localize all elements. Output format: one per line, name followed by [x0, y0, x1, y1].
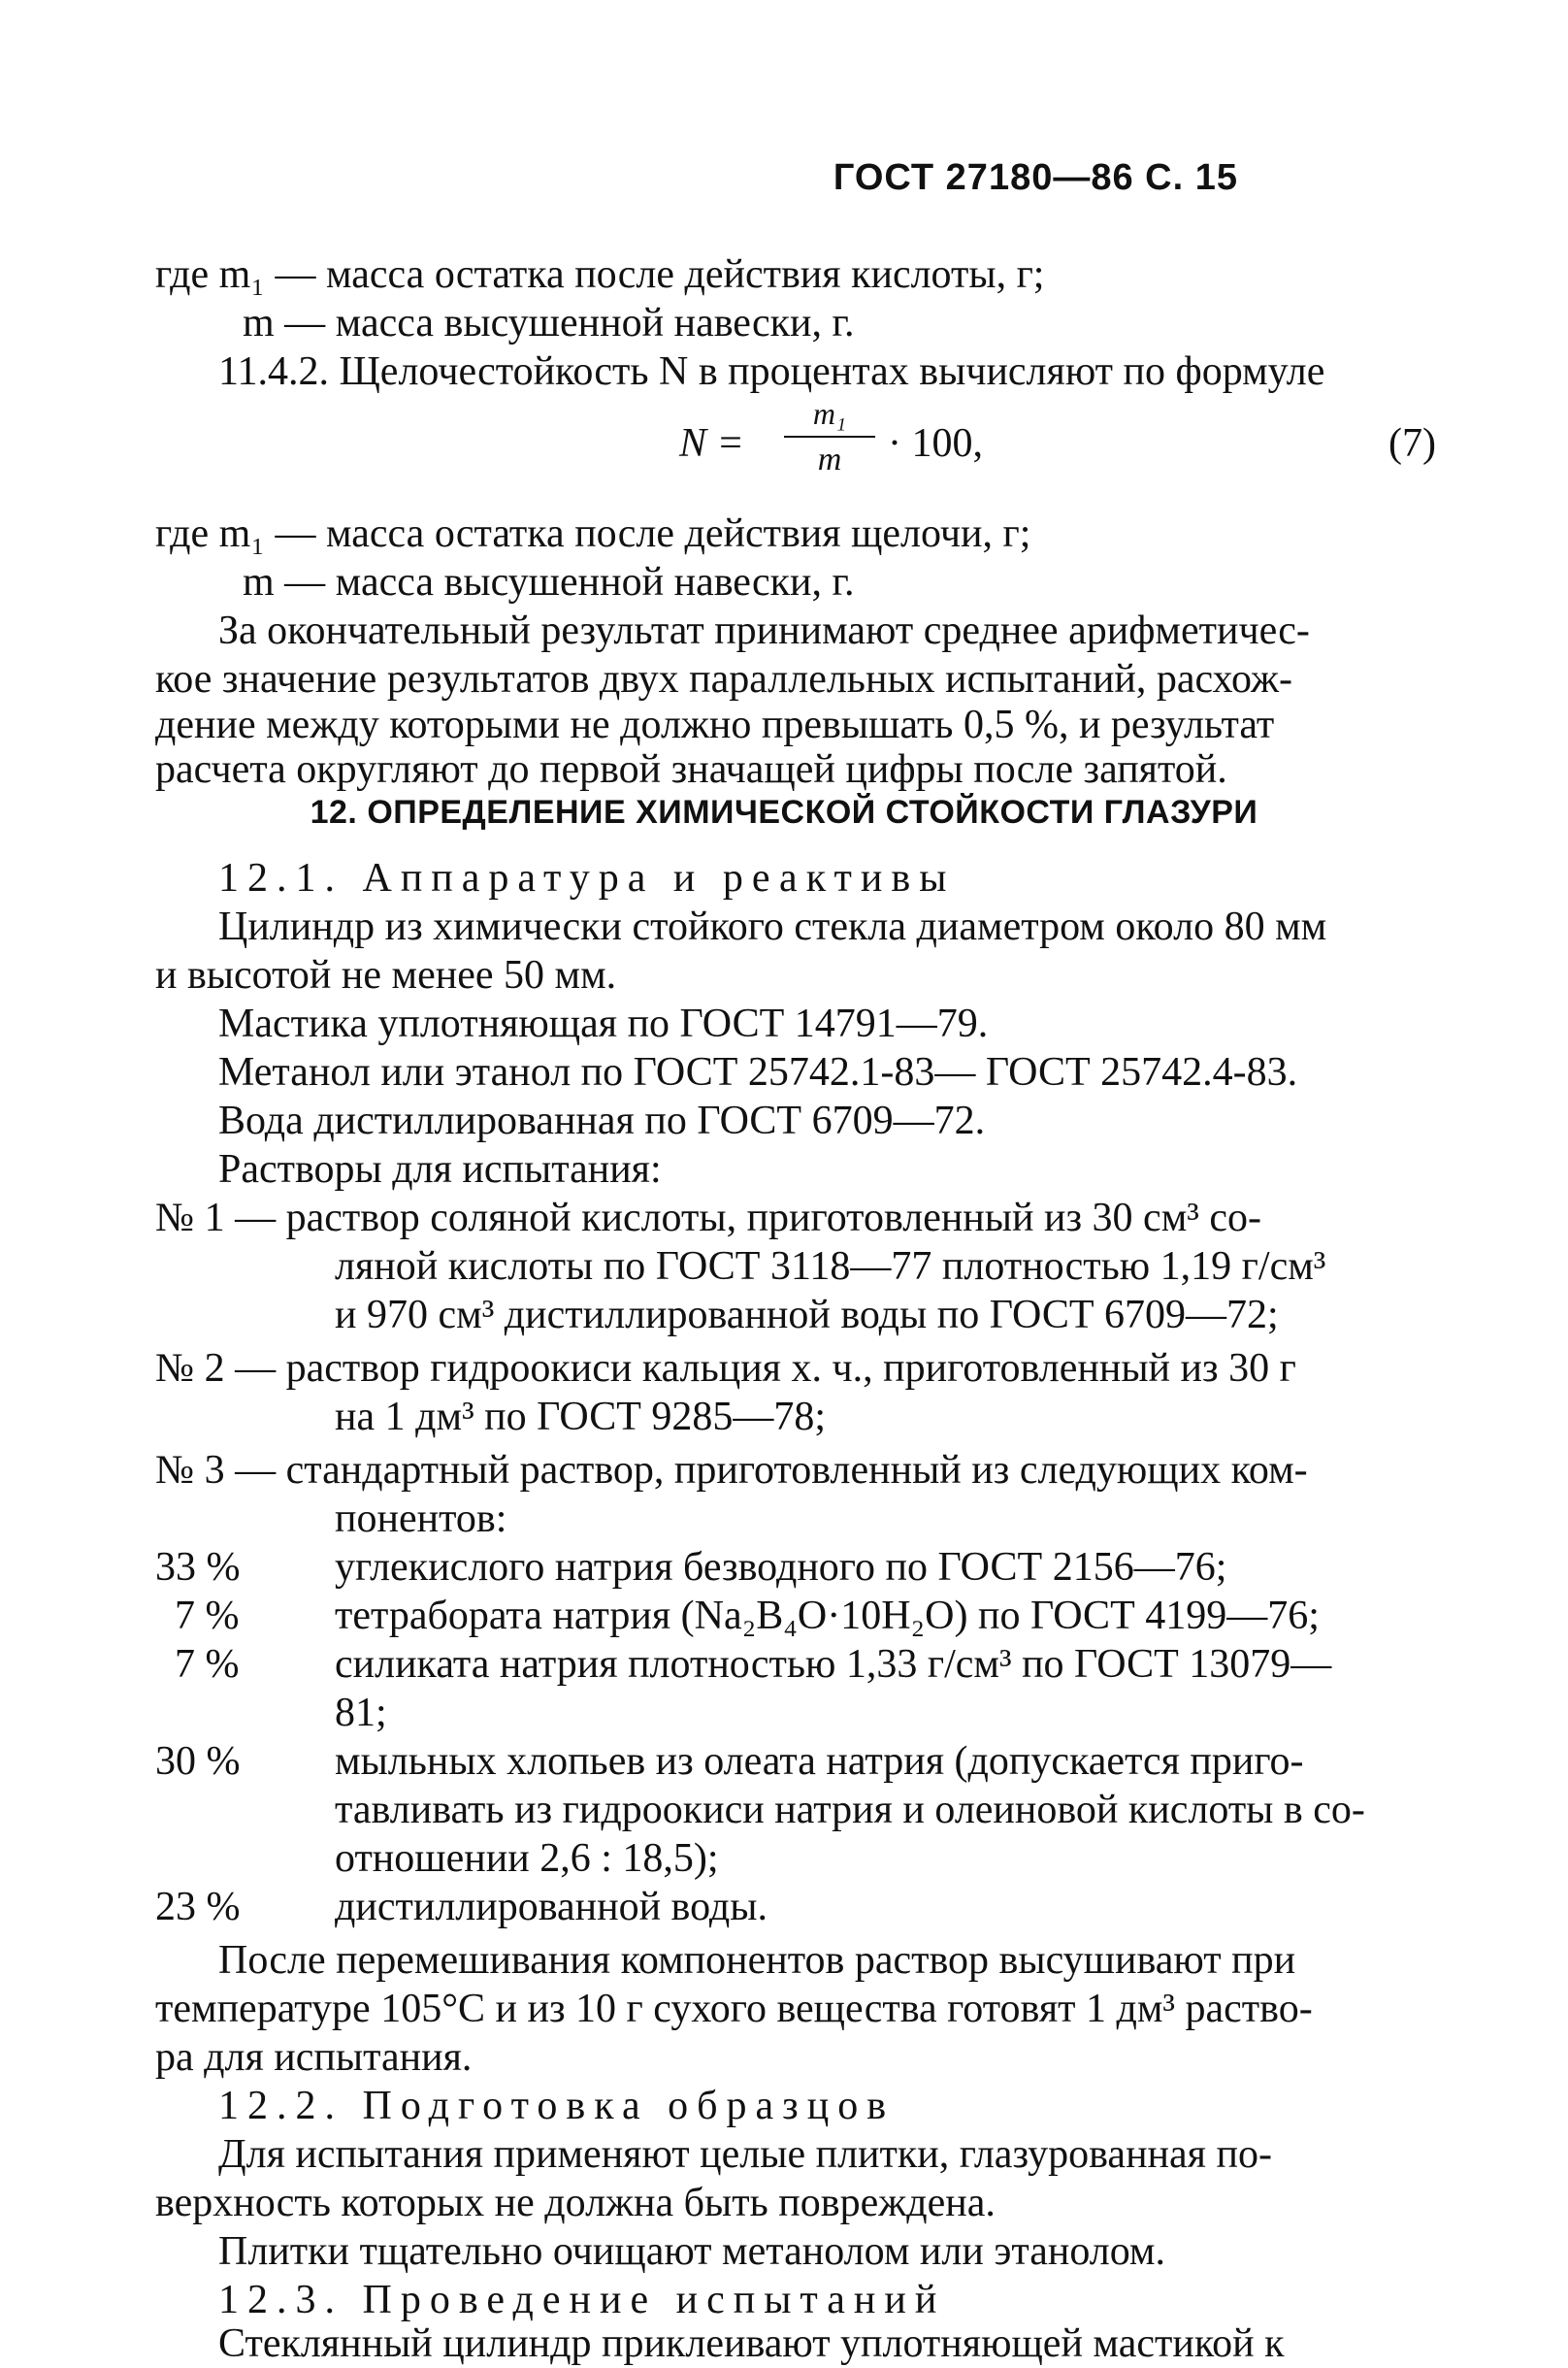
text-line: где m₁ — масса остатка после действия кислоты, г;	[155, 252, 1045, 297]
text-line: № 2 — раствор гидроокиси кальция х. ч., приготовленный из 30 г	[155, 1346, 1296, 1391]
text-line: Цилиндр из химически стойкого стекла диаметром около 80 мм	[218, 904, 1327, 949]
component-percent: 30 %	[155, 1739, 241, 1784]
fraction-bar	[784, 436, 875, 438]
text-line: где m₁ — масса остатка после действия щелочи, г;	[155, 511, 1031, 556]
text-line: понентов:	[335, 1496, 507, 1541]
text-line: ляной кислоты по ГОСТ 3118—77 плотностью 1,19 г/см³	[335, 1244, 1326, 1289]
formula-number: (7)	[1388, 421, 1436, 466]
text-line: и высотой не менее 50 мм.	[155, 953, 617, 998]
component-percent: 23 %	[155, 1885, 241, 1929]
formula-denominator: m	[817, 442, 842, 477]
text-line: Стеклянный цилиндр приклеивают уплотняющей мастикой к	[218, 2321, 1285, 2366]
text-line: Растворы для испытания:	[218, 1147, 662, 1192]
text-line: № 1 — раствор соляной кислоты, приготовленный из 30 см³ со-	[155, 1196, 1261, 1240]
page-header: ГОСТ 27180—86 С. 15	[833, 157, 1238, 198]
text-line: Плитки тщательно очищают метанолом или этанолом.	[218, 2229, 1166, 2274]
component-text: дистиллированной воды.	[335, 1885, 768, 1929]
text-line: m — масса высушенной навески, г.	[243, 560, 855, 605]
component-percent: 7 %	[175, 1642, 240, 1687]
text-line: дение между которыми не должно превышать 0,5 %, и результат	[155, 703, 1275, 747]
subsection-title: 12.2. Подготовка образцов	[218, 2084, 896, 2128]
subsection-title: 12.3. Проведение испытаний	[218, 2278, 946, 2322]
text-line: кое значение результатов двух параллельных испытаний, расхож-	[155, 657, 1293, 702]
text-line: и 970 см³ дистиллированной воды по ГОСТ 6709—72;	[335, 1293, 1279, 1337]
component-percent: 7 %	[175, 1594, 240, 1638]
text-line: расчета округляют до первой значащей цифры после запятой.	[155, 747, 1227, 792]
text-line: Для испытания применяют целые плитки, глазурованная по-	[218, 2132, 1272, 2177]
formula-numerator: m₁	[812, 396, 847, 431]
text-line: 11.4.2. Щелочестойкость N в процентах вычисляют по формуле	[218, 349, 1325, 394]
subsection-title: 12.1. Аппаратура и реактивы	[218, 856, 956, 901]
component-percent: 33 %	[155, 1545, 241, 1590]
component-text: отношении 2,6 : 18,5);	[335, 1836, 719, 1881]
component-text: силиката натрия плотностью 1,33 г/см³ по ГОСТ 13079—	[335, 1642, 1332, 1687]
text-line: верхность которых не должна быть повреждена.	[155, 2181, 996, 2225]
formula-rhs: · 100,	[888, 421, 983, 466]
section-heading: 12. ОПРЕДЕЛЕНИЕ ХИМИЧЕСКОЙ СТОЙКОСТИ ГЛАЗУРИ	[310, 794, 1258, 831]
text-line: За окончательный результат принимают среднее арифметичес-	[218, 608, 1310, 653]
component-text: мыльных хлопьев из олеата натрия (допускается приго-	[335, 1739, 1304, 1784]
text-line: № 3 — стандартный раствор, приготовленный из следующих ком-	[155, 1448, 1308, 1493]
component-text: углекислого натрия безводного по ГОСТ 2156—76;	[335, 1545, 1227, 1590]
text-line: ра для испытания.	[155, 2035, 473, 2080]
text-line: на 1 дм³ по ГОСТ 9285—78;	[335, 1395, 827, 1439]
text-line: Вода дистиллированная по ГОСТ 6709—72.	[218, 1099, 986, 1143]
component-text: 81;	[335, 1691, 387, 1735]
text-line: После перемешивания компонентов раствор высушивают при	[218, 1938, 1296, 1983]
formula-7	[679, 393, 1436, 500]
component-text: тетрабората натрия (Na₂B₄O·10H₂O) по ГОСТ 4199—76;	[335, 1594, 1320, 1638]
formula-lhs: N =	[679, 421, 744, 466]
component-text: тавливать из гидроокиси натрия и олеиновой кислоты в со-	[335, 1788, 1365, 1832]
text-line: Мастика уплотняющая по ГОСТ 14791—79.	[218, 1002, 989, 1046]
text-line: m — масса высушенной навески, г.	[243, 301, 855, 345]
formula-fraction	[776, 393, 883, 480]
text-line: Метанол или этанол по ГОСТ 25742.1-83— ГОСТ 25742.4-83.	[218, 1050, 1298, 1095]
text-line: температуре 105°С и из 10 г сухого вещества готовят 1 дм³ раство-	[155, 1987, 1313, 2031]
